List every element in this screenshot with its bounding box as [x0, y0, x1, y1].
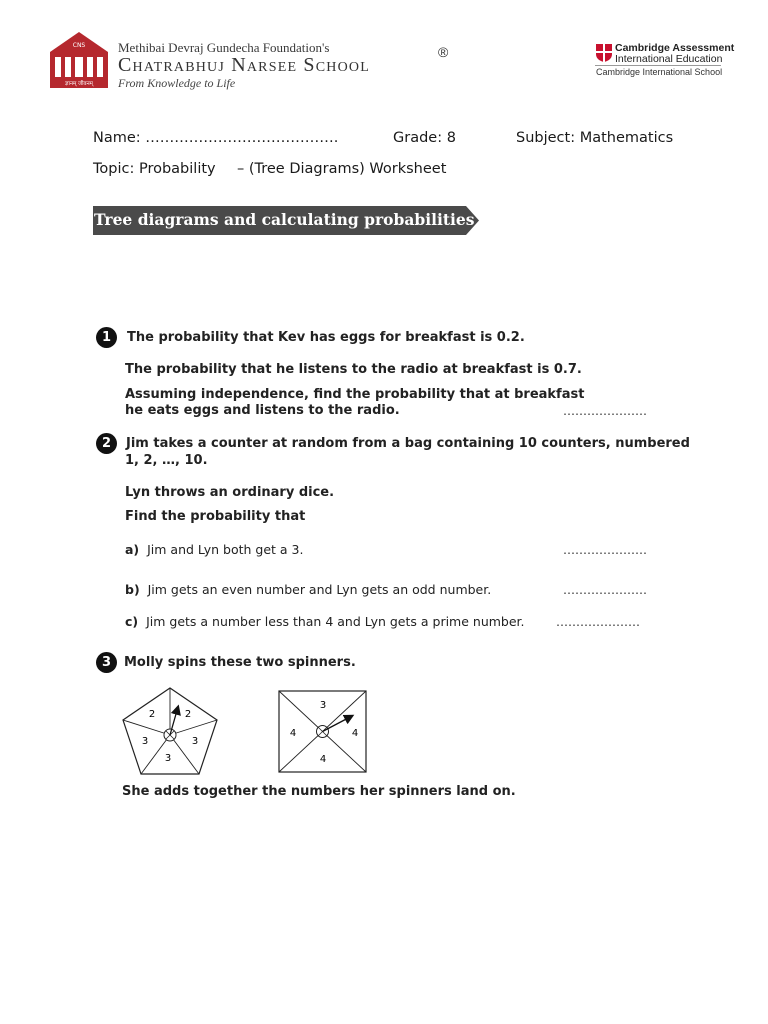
registered-mark: ®	[438, 44, 449, 60]
pentagon-sector-5: 3	[164, 753, 172, 764]
q2-part-a-label: a)	[125, 542, 140, 557]
question-2-number: 2	[96, 433, 117, 454]
pentagon-sector-4: 3	[191, 736, 199, 747]
q1-answer-space: …………………	[563, 404, 647, 418]
square-sector-bottom: 4	[319, 754, 327, 765]
q2-part-b-label: b)	[125, 582, 140, 597]
q2-part-b	[125, 582, 491, 597]
name-field: Name: ………………………………….	[93, 130, 339, 146]
topic-subtitle: – (Tree Diagrams) Worksheet	[237, 161, 447, 177]
pentagon-sector-1: 2	[148, 709, 156, 720]
school-logo	[46, 30, 112, 92]
subject-label: Subject: Mathematics	[516, 130, 674, 146]
q2-line1: Jim takes a counter at random from a bag containing 10 counters, numbered	[126, 436, 690, 451]
q3-line2: She adds together the numbers her spinners land on.	[122, 784, 516, 799]
q2-part-c-label: c)	[125, 614, 139, 629]
q3-line1: Molly spins these two spinners.	[124, 655, 356, 670]
q2-line2: 1, 2, …, 10.	[125, 453, 208, 468]
cambridge-shield-icon	[595, 43, 613, 63]
logo-badge-text: CNS	[72, 42, 86, 49]
pentagon-sector-3: 3	[141, 736, 149, 747]
q1-line3: Assuming independence, find the probability that at breakfast	[125, 387, 585, 402]
section-banner-title: Tree diagrams and calculating probabilities	[94, 210, 475, 229]
q2-part-a	[125, 542, 303, 557]
q2-part-c-text: Jim gets a number less than 4 and Lyn gets a prime number.	[146, 614, 525, 629]
q2-part-c	[125, 614, 525, 629]
q1-line1: The probability that Kev has eggs for breakfast is 0.2.	[127, 330, 525, 345]
cambridge-line2: International Education	[615, 53, 723, 65]
question-3-number: 3	[96, 652, 117, 673]
q2-part-b-text: Jim gets an even number and Lyn gets an odd number.	[147, 582, 492, 597]
logo-caption: ज्ञानम् जीवनम्	[65, 81, 93, 87]
square-sector-right: 4	[351, 728, 359, 739]
pentagon-sector-2: 2	[184, 709, 192, 720]
school-tagline: From Knowledge to Life	[118, 76, 236, 90]
school-foundation: Methibai Devraj Gundecha Foundation's	[118, 40, 330, 55]
q2b-answer-space: …………………	[563, 583, 647, 597]
q2a-answer-space: …………………	[563, 543, 647, 557]
q2-line3: Lyn throws an ordinary dice.	[125, 485, 335, 500]
q1-line2: The probability that he listens to the radio at breakfast is 0.7.	[125, 362, 582, 377]
question-1-number: 1	[96, 327, 117, 348]
square-sector-left: 4	[289, 728, 297, 739]
grade-label: Grade: 8	[393, 130, 456, 146]
square-spinner	[278, 690, 368, 774]
cambridge-divider	[595, 65, 721, 66]
q2c-answer-space: …………………	[556, 615, 640, 629]
square-sector-top: 3	[319, 700, 327, 711]
q1-line4: he eats eggs and listens to the radio.	[125, 403, 400, 418]
cambridge-line1: Cambridge Assessment	[615, 42, 735, 54]
q2-line4: Find the probability that	[125, 509, 306, 524]
q2-part-a-text: Jim and Lyn both get a 3.	[147, 542, 304, 557]
topic-label: Topic: Probability	[93, 161, 216, 177]
school-name: Chatrabhuj Narsee School	[118, 54, 370, 76]
cambridge-line3: Cambridge International School	[596, 67, 723, 77]
pentagon-spinner	[120, 686, 220, 776]
